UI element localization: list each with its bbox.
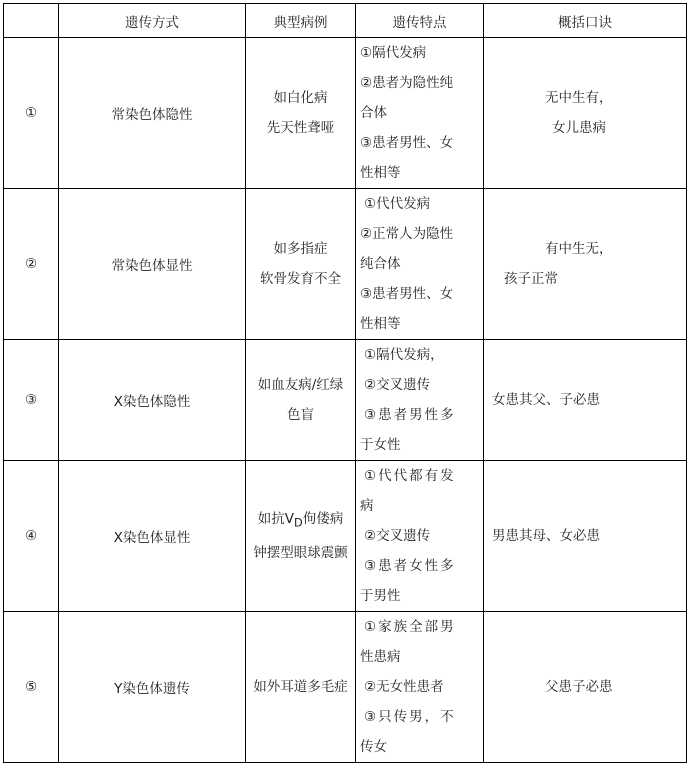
header-mode: 遗传方式 xyxy=(59,4,246,38)
feature-line: ②交叉遗传 xyxy=(364,377,431,393)
table-row xyxy=(4,612,687,763)
rhyme xyxy=(484,612,687,763)
example-line: 钟摆型眼球震颤 xyxy=(253,545,348,562)
feature-line: 于女性 xyxy=(360,437,401,453)
row-number: ② xyxy=(4,189,59,340)
typical-example xyxy=(246,461,356,612)
example-line: 如外耳道多毛症 xyxy=(253,679,348,695)
example-line: 如白化病 xyxy=(273,90,328,106)
feature-line: ③患者男性、女 xyxy=(360,286,454,302)
feature-line: ②患者为隐性纯 xyxy=(360,75,454,91)
genetics-table xyxy=(3,3,687,763)
feature-line: 合体 xyxy=(360,105,387,121)
example-line: 先天性聋哑 xyxy=(266,120,335,136)
header-features: 遗传特点 xyxy=(356,4,484,38)
feature-line: ②正常人为隐性 xyxy=(360,226,454,242)
rhyme xyxy=(484,340,687,461)
feature-line: ③患者男性多 xyxy=(364,407,456,423)
feature-line: 纯合体 xyxy=(360,256,401,272)
feature-line: ①隔代发病， xyxy=(364,347,444,363)
example-line: 软骨发育不全 xyxy=(260,271,341,287)
feature-line: ③患者男性、女 xyxy=(360,135,454,151)
typical-example xyxy=(246,340,356,461)
inheritance-mode: X染色体显性 xyxy=(59,461,246,612)
example-line: 如多指症 xyxy=(273,241,328,257)
typical-example xyxy=(246,38,356,189)
feature-line: 性相等 xyxy=(360,165,401,181)
example-line xyxy=(246,504,355,539)
features xyxy=(356,38,484,189)
feature-line: ①代代发病 xyxy=(364,196,431,212)
table-row xyxy=(4,38,687,189)
features xyxy=(356,461,484,612)
header-rhyme: 概括口诀 xyxy=(484,4,687,38)
example-line: 色盲 xyxy=(287,407,314,423)
table-row xyxy=(4,340,687,461)
table-row xyxy=(4,189,687,340)
rhyme-line: 女患其父、子必患 xyxy=(492,392,600,408)
row-number: ⑤ xyxy=(4,612,59,763)
inheritance-mode: 常染色体隐性 xyxy=(59,38,246,189)
example-subscript: D xyxy=(294,516,303,530)
feature-line: ②无女性患者 xyxy=(364,679,444,695)
feature-line: ①隔代发病 xyxy=(360,45,427,61)
header-example: 典型病例 xyxy=(246,4,356,38)
feature-line: 病 xyxy=(360,498,374,514)
feature-line: 传女 xyxy=(360,739,387,755)
feature-line: ①家族全部男 xyxy=(364,619,456,635)
typical-example xyxy=(246,612,356,763)
rhyme-line: 父患子必患 xyxy=(545,679,613,695)
features xyxy=(356,612,484,763)
example-prefix: 如抗V xyxy=(257,510,295,527)
feature-line: ③只传男，不 xyxy=(364,709,456,725)
features xyxy=(356,189,484,340)
inheritance-mode: Y染色体遗传 xyxy=(59,612,246,763)
inheritance-mode: 常染色体显性 xyxy=(59,189,246,340)
feature-line: 性相等 xyxy=(360,316,401,332)
rhyme xyxy=(484,461,687,612)
rhyme-line: 无中生有， xyxy=(545,90,613,106)
features xyxy=(356,340,484,461)
feature-line: ②交叉遗传 xyxy=(364,528,431,544)
feature-line: ①代代都有发 xyxy=(364,468,456,484)
row-number: ④ xyxy=(4,461,59,612)
rhyme-line: 女儿患病 xyxy=(552,120,606,136)
header-index xyxy=(4,4,59,38)
feature-line: ③患者女性多 xyxy=(364,558,456,574)
table-row xyxy=(4,461,687,612)
row-number: ① xyxy=(4,38,59,189)
feature-line: 性患病 xyxy=(360,649,401,665)
rhyme xyxy=(484,38,687,189)
rhyme-line: 孩子正常 xyxy=(504,271,558,287)
header-row xyxy=(4,4,687,38)
rhyme-line: 有中生无， xyxy=(545,241,613,257)
rhyme xyxy=(484,189,687,340)
example-line: 如血友病/红绿 xyxy=(257,377,344,393)
feature-line: 于男性 xyxy=(360,588,401,604)
typical-example xyxy=(246,189,356,340)
example-suffix: 佝偻病 xyxy=(302,510,344,527)
row-number: ③ xyxy=(4,340,59,461)
inheritance-mode: X染色体隐性 xyxy=(59,340,246,461)
rhyme-line: 男患其母、女必患 xyxy=(492,528,600,544)
